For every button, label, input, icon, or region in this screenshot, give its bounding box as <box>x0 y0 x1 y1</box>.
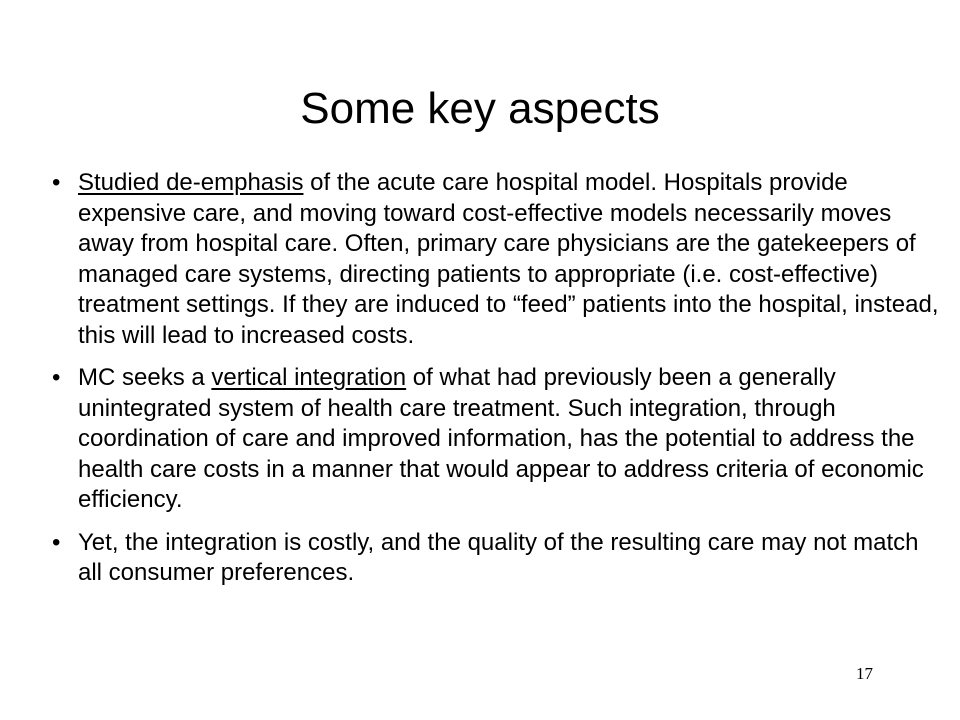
bullet-prefix: MC seeks a <box>78 364 212 391</box>
bullet-text: of the acute care hospital model. Hospitals provide expensive care, and moving toward cost-effective models necessarily moves away from hospital care. Often, primary care physicians are the gatekeepers of managed care systems, directing patients to appropriate (i.e. cost-effective) treatment settings. If they are induced to “feed” patients into the hospital, instead, this will lead to increased costs. <box>78 169 939 349</box>
bullet-item-integration-cost <box>48 528 948 589</box>
emphasis-vertical-integration: vertical integration <box>211 364 407 391</box>
bullet-text: of what had previously been a generally unintegrated system of health care treatment. Such integration, through coordination of care and improved information, has the potential to address the health care costs in a manner that would appear to address criteria of economic efficiency. <box>78 364 924 513</box>
bullet-item-hospital-model <box>48 168 948 351</box>
bullet-item-vertical-integration <box>48 363 948 516</box>
bullet-icon: • <box>52 169 61 196</box>
bullet-text: Yet, the integration is costly, and the quality of the resulting care may not match all consumer preferences. <box>78 528 919 586</box>
bullet-icon: • <box>52 528 61 556</box>
bullet-icon: • <box>52 364 61 391</box>
emphasis-de-emphasis: Studied de-emphasis <box>78 169 304 196</box>
page-number: 17 <box>856 664 873 683</box>
bullet-list <box>48 168 948 601</box>
slide-title: Some key aspects <box>300 84 660 133</box>
